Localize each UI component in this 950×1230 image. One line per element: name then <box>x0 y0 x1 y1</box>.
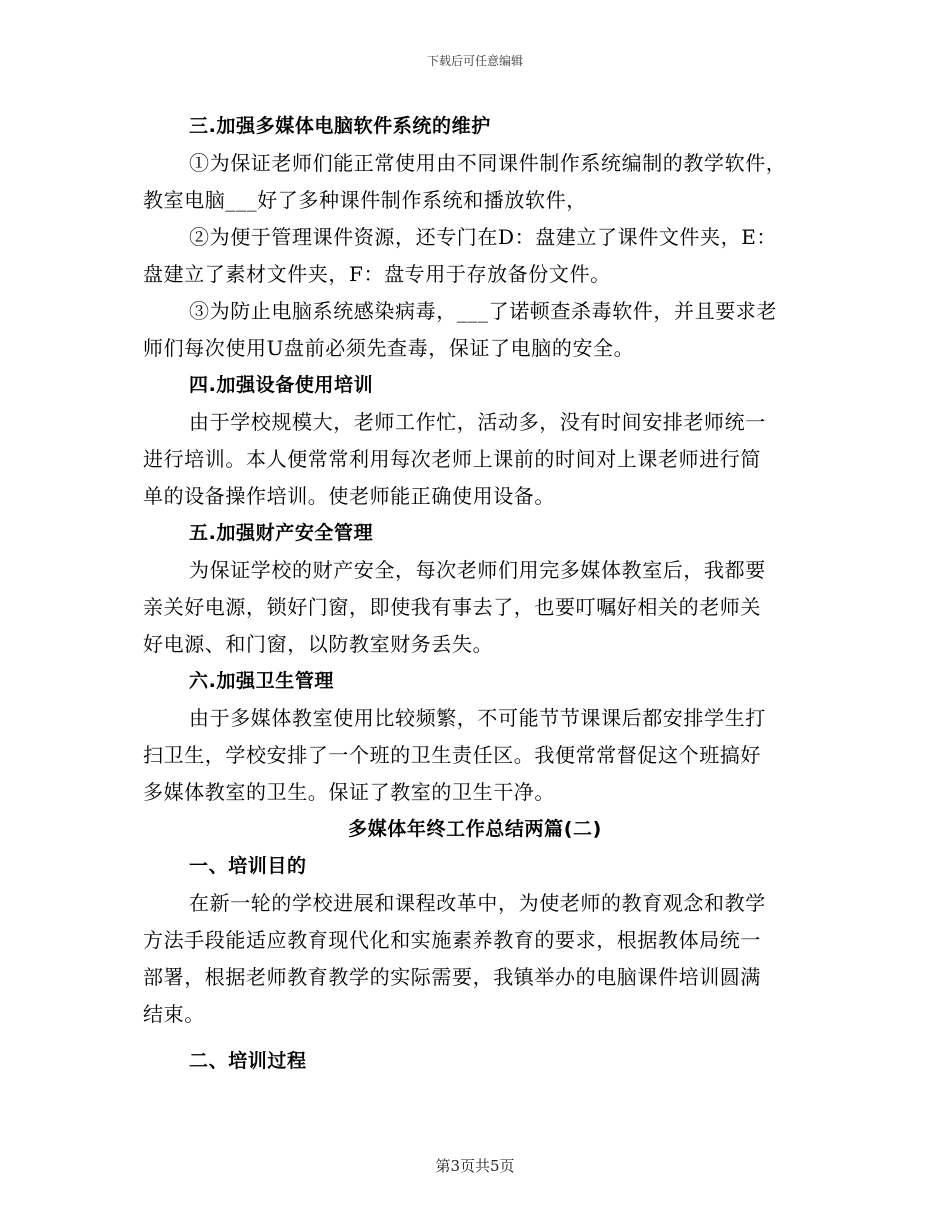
section-heading-training-goal: 一、培训目的 <box>189 855 307 877</box>
paragraph-line: 部署，根据老师教育教学的实际需要，我镇举办的电脑课件培训圆满 <box>143 965 761 989</box>
spacer <box>143 1033 807 1041</box>
paragraph-line: 师们每次使用U盘前必须先查毒，保证了电脑的安全。 <box>143 336 635 360</box>
paragraph-line: 好电源、和门窗，以防教室财务丢失。 <box>143 632 494 656</box>
paragraph-line: 盘建立了素材文件夹，F：盘专用于存放备份文件。 <box>143 262 611 286</box>
paragraph-line: 在新一轮的学校进展和课程改革中，为使老师的教育观念和教学 <box>189 891 766 915</box>
paragraph-line: ③为防止电脑系统感染病毒，___了诺顿查杀毒软件，并且要求老 <box>189 299 777 323</box>
section-heading-3: 三.加强多媒体电脑软件系统的维护 <box>189 115 491 137</box>
page-header: 下载后可任意编辑 <box>426 54 523 68</box>
paragraph-line: 方法手段能适应教育现代化和实施素养教育的要求，根据教体局统一 <box>143 928 761 952</box>
document-subtitle: 多媒体年终工作总结两篇(二) <box>348 818 602 840</box>
paragraph-line: 进行培训。本人便常常利用每次老师上课前的时间对上课老师进行简 <box>143 447 761 471</box>
section-heading-training-process: 二、培训过程 <box>189 1050 307 1072</box>
paragraph-line: 由于多媒体教室使用比较频繁，不可能节节课课后都安排学生打 <box>189 706 766 730</box>
paragraph-line: 多媒体教室的卫生。保证了教室的卫生干净。 <box>143 780 555 804</box>
section-heading-6: 六.加强卫生管理 <box>189 670 335 692</box>
document-body <box>143 108 807 1081</box>
paragraph-line: 扫卫生，学校安排了一个班的卫生责任区。我便常常督促这个班搞好 <box>143 743 761 767</box>
paragraph-line: 结束。 <box>143 1002 205 1026</box>
section-heading-4: 四.加强设备使用培训 <box>189 374 374 396</box>
paragraph-line: ①为保证老师们能正常使用由不同课件制作系统编制的教学软件， <box>189 151 787 175</box>
paragraph-line: 教室电脑___好了多种课件制作系统和播放软件， <box>143 188 587 212</box>
paragraph-line: ②为便于管理课件资源，还专门在D：盘建立了课件文件夹，E： <box>189 225 778 249</box>
paragraph-line: 单的设备操作培训。使老师能正确使用设备。 <box>143 484 555 508</box>
paragraph-line: 由于学校规模大，老师工作忙，活动多，没有时间安排老师统一 <box>189 410 766 434</box>
paragraph-line: 亲关好电源，锁好门窗，即使我有事去了，也要叮嘱好相关的老师关 <box>143 595 761 619</box>
page-number: 第3页共5页 <box>435 1157 515 1175</box>
section-heading-5: 五.加强财产安全管理 <box>189 522 374 544</box>
paragraph-line: 为保证学校的财产安全，每次老师们用完多媒体教室后，我都要 <box>189 558 766 582</box>
